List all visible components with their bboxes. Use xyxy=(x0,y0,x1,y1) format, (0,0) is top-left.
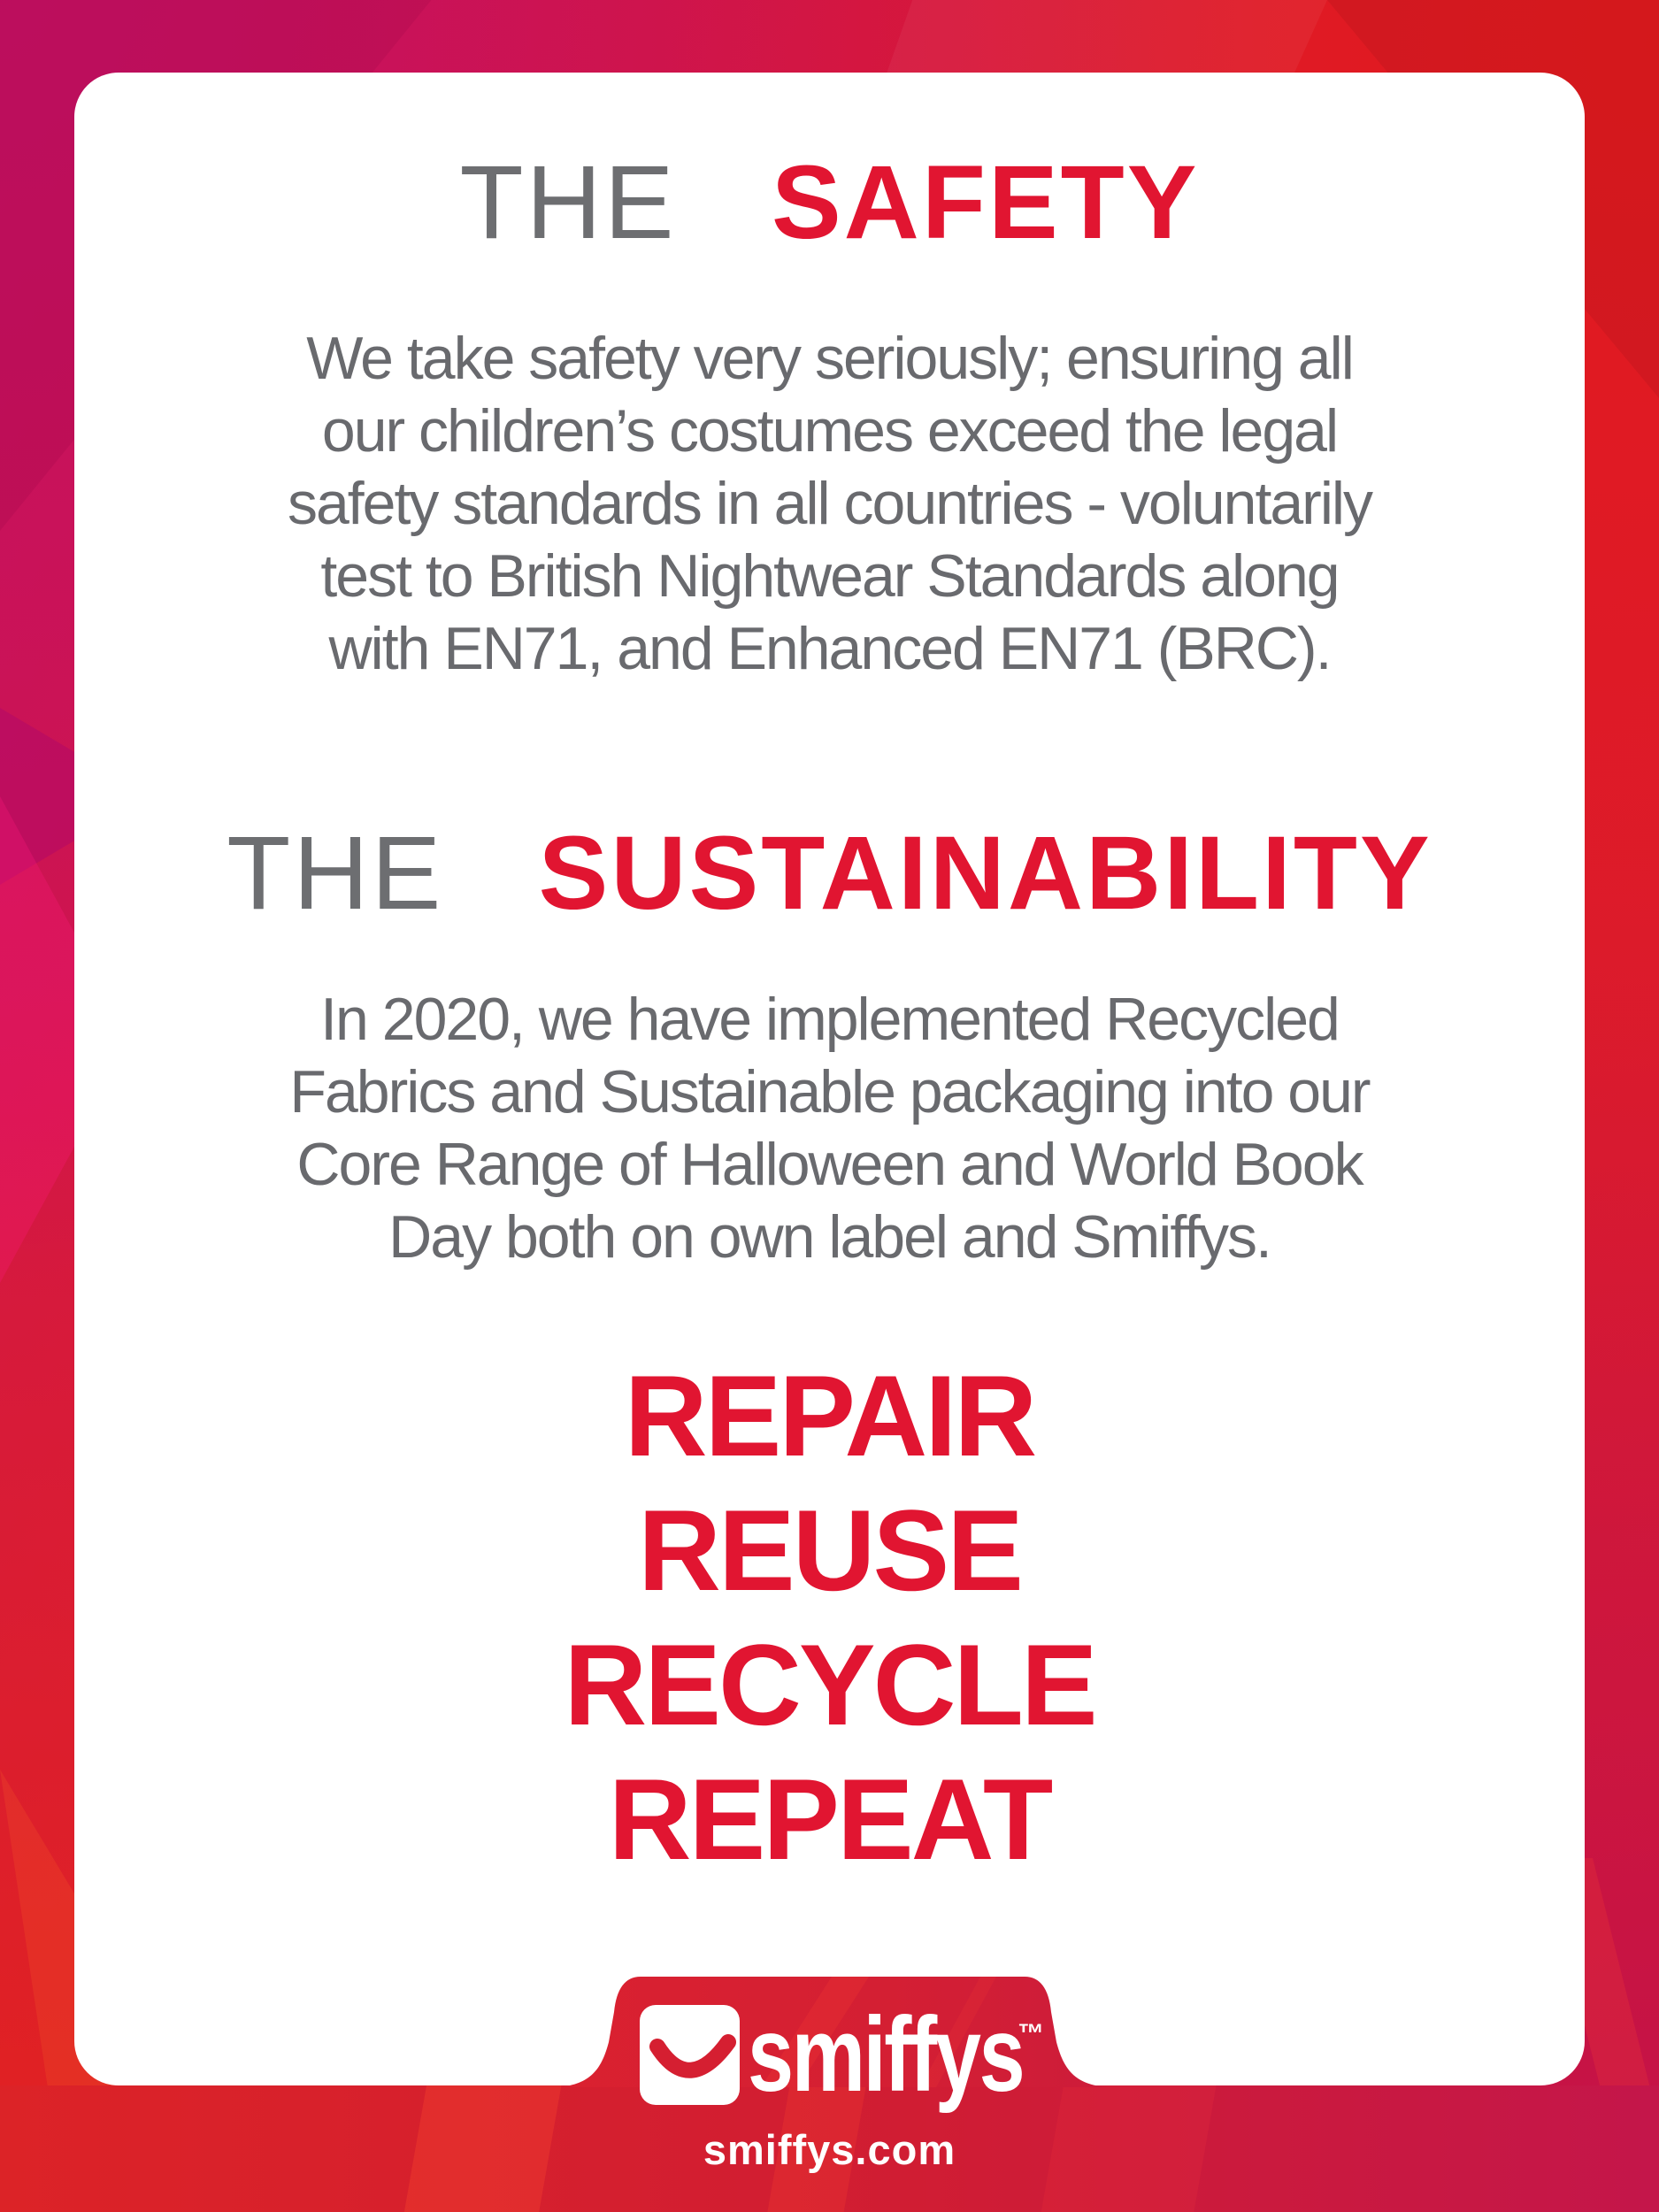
body-line: Fabrics and Sustainable packaging into our xyxy=(289,1058,1370,1125)
slogan-line: REUSE xyxy=(638,1486,1021,1615)
trademark-symbol: ™ xyxy=(1018,2019,1045,2048)
brand-wordmark: smiffys xyxy=(748,1995,1024,2114)
smiffys-logo-icon xyxy=(640,2005,740,2105)
body-line: our children’s costumes exceed the legal xyxy=(321,397,1338,465)
slogan-block xyxy=(0,1348,1659,1886)
body-line: with EN71, and Enhanced EN71 (BRC). xyxy=(328,615,1331,682)
body-line: Core Range of Halloween and World Book xyxy=(296,1131,1363,1198)
body-line: test to British Nightwear Standards along xyxy=(320,542,1339,610)
body-line: safety standards in all countries - voluntarily xyxy=(287,470,1372,537)
body-line: Day both on own label and Smiffys. xyxy=(388,1203,1271,1271)
body-line: We take safety very seriously; ensuring all xyxy=(306,325,1353,392)
safety-body xyxy=(0,322,1659,685)
body-line: In 2020, we have implemented Recycled xyxy=(320,986,1339,1053)
website-text: smiffys.com xyxy=(703,2126,956,2173)
slogan-line: RECYCLE xyxy=(564,1620,1095,1749)
title-prefix: THE xyxy=(459,144,677,261)
slogan-line: REPAIR xyxy=(624,1351,1035,1480)
slogan-line: REPEAT xyxy=(608,1755,1051,1884)
smile-icon xyxy=(640,2005,740,2105)
title-highlight: SAFETY xyxy=(771,144,1200,261)
title-prefix: THE xyxy=(227,815,444,932)
title-space xyxy=(708,144,740,261)
safety-section-title xyxy=(0,144,1659,261)
title-space xyxy=(475,815,507,932)
sustainability-section-title xyxy=(0,815,1659,932)
title-highlight: SUSTAINABILITY xyxy=(538,815,1432,932)
sustainability-body xyxy=(0,983,1659,1273)
